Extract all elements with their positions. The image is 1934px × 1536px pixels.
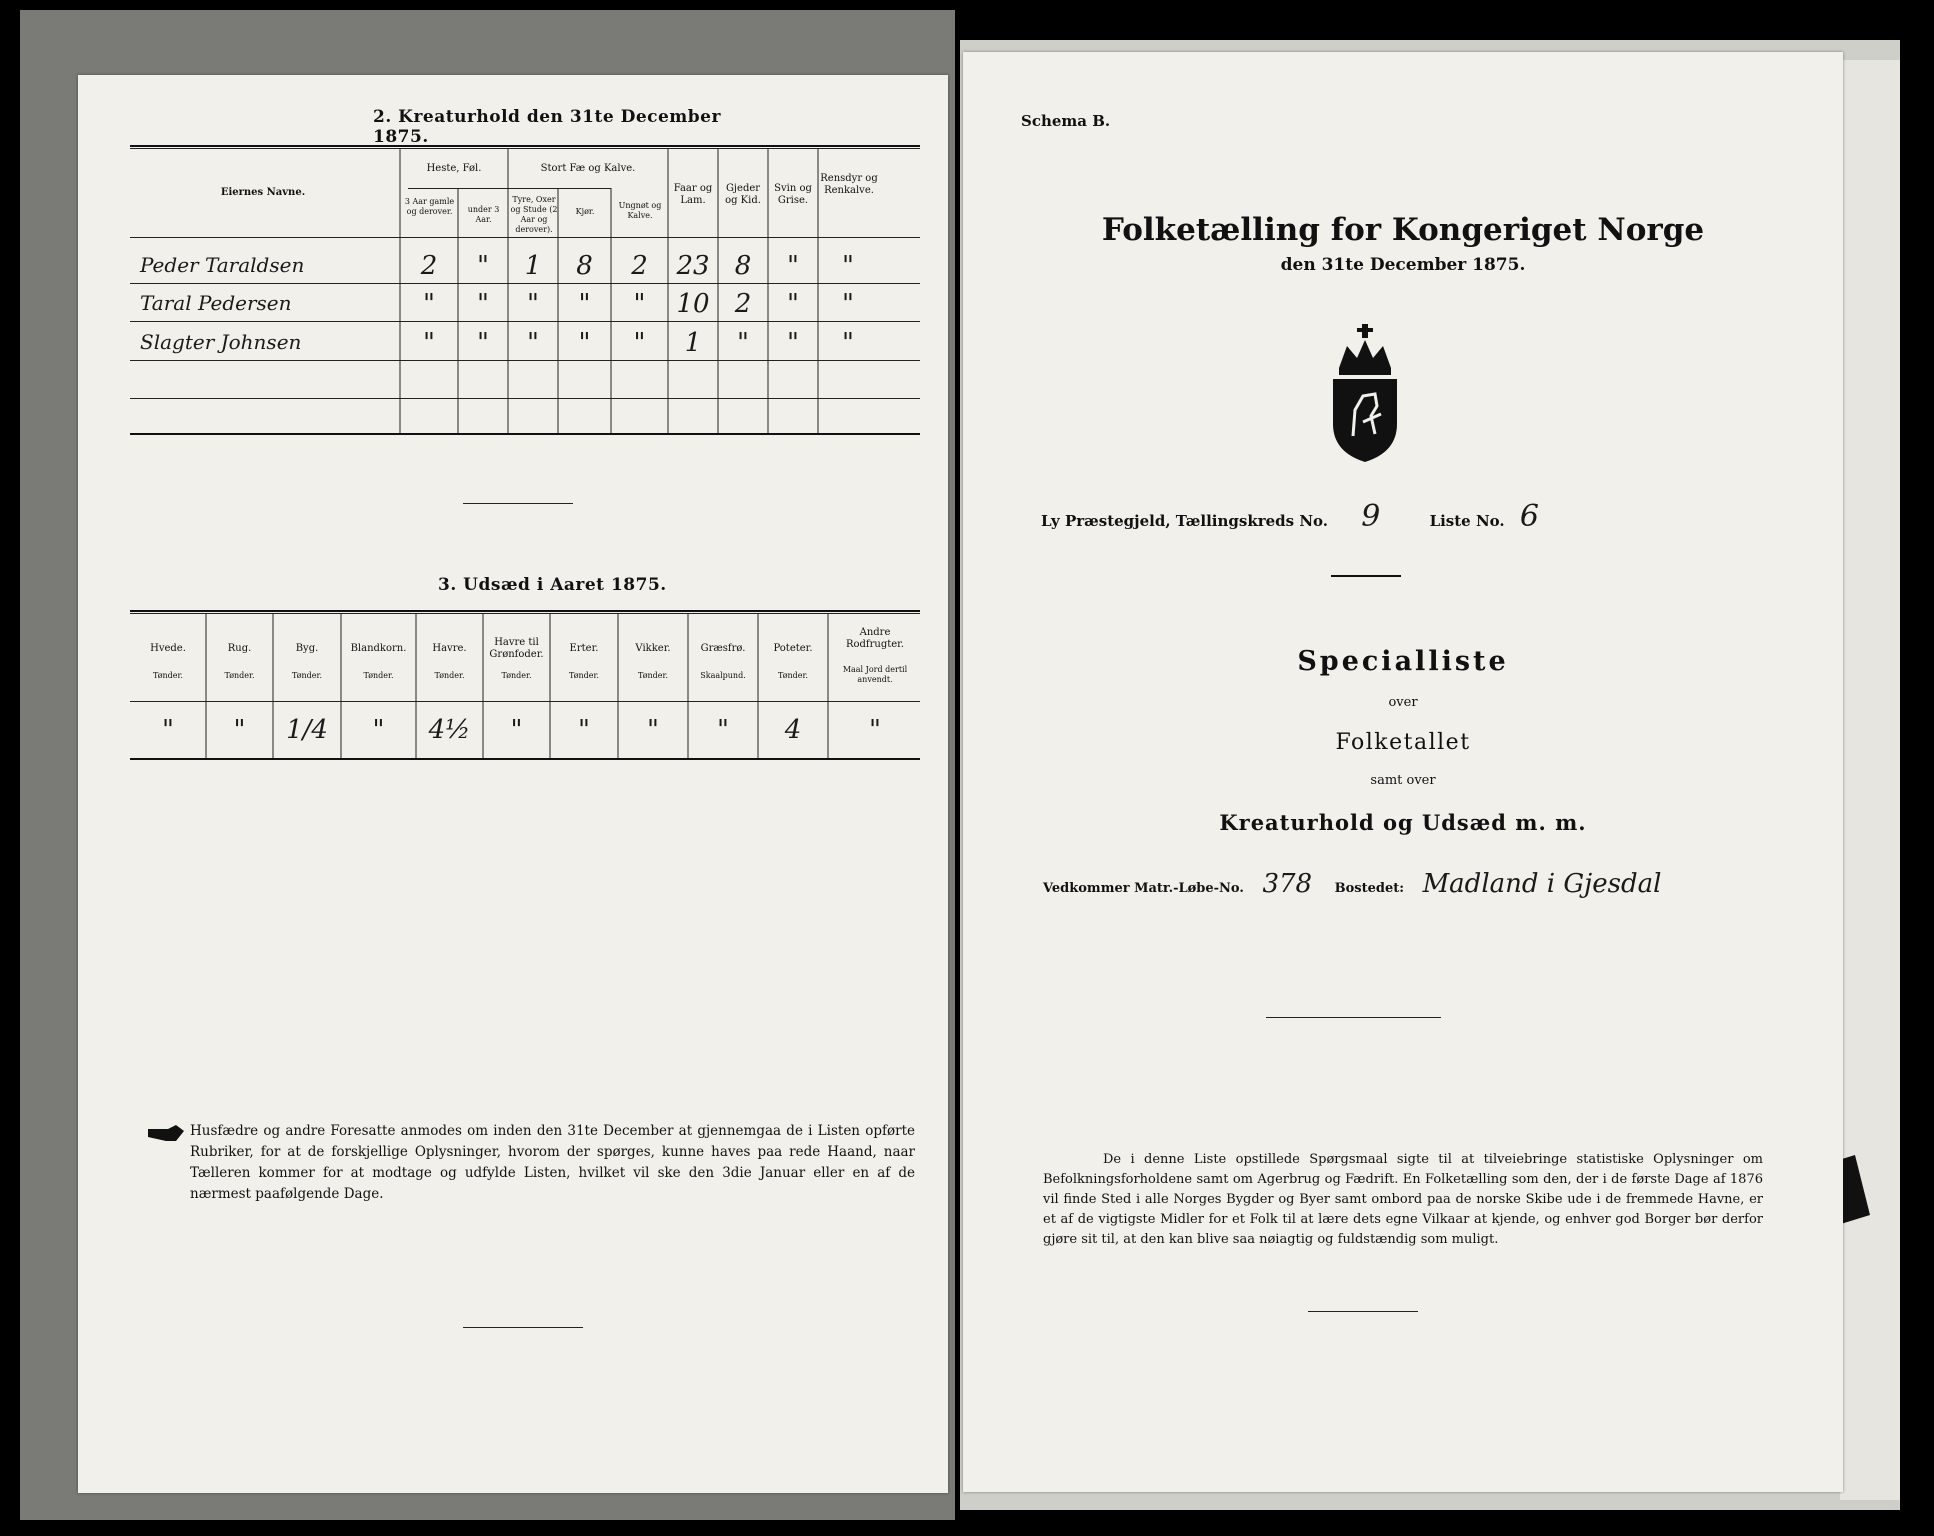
matr-label: Vedkommer Matr.-Løbe-No. <box>1043 881 1244 896</box>
specialliste-heading: Specialliste <box>1297 646 1509 677</box>
separator <box>1331 575 1401 577</box>
udsaed-header-erter: Erter. <box>569 643 599 654</box>
udsaed-header-blandkorn: Blandkorn. <box>350 643 407 654</box>
header-goats: Gjeder og Kid. <box>725 183 761 206</box>
header-young-cattle: Ungnøt og Kalve. <box>618 201 662 220</box>
left-page: 2. Kreaturhold den 31te December 1875. Eiernes Navne. Heste, Føl. Stort Fæ og Kalve. 3 Aar gamle og derover. under 3 Aar. Tyre, Oxer og Stude (2 Aar og derover). Kjør. Ungnøt og Kalve. Faar og Lam. Gjeder og Kid. Svin og Grise. Rensdyr og Renkalve. Peder Taraldsen 2 " 1 8 2 23 8 " " Taral Pedersen " " " " " 10 2 " " Slagter Johnsen " " " " " 1 " " " 3. Udsæd i Aaret 1875. Hvede. Tønder. Rug. Tønder. Byg. Tønder. Blandkorn. Tønder. Havre. Tønder. Havre til Grønfoder. Tønder. Erter. Tønder. Vikker. Tønder. Græsfrø. Skaalpund. Poteter. Tønder. Andre Rodfrugter. Maal Jord dertil anvendt. " " 1/4 " 4½ " " " " 4 " Husfædre og andre Foresatte anmodes om inden den 31te December at gjennemgaa de i Listen opførte Rubriker, for at de forskjellige Oplysninger, hvorom der spørges, kunne haves paa rede Haand, naar Tælleren kommer for at modtage og udfylde Listen, hvilket vil ske den 3die Januar eller en af de nærmest paafølgende Dage. <box>78 75 948 1493</box>
separator <box>463 1327 583 1328</box>
owner-name: Slagter Johnsen <box>140 330 302 354</box>
header-horses-old: 3 Aar gamle og derover. <box>404 197 455 216</box>
kreaturhold-label: Kreaturhold og Udsæd m. m. <box>1219 810 1587 835</box>
header-bulls: Tyre, Oxer og Stude (2 Aar og derover). <box>510 195 558 234</box>
schema-label: Schema B. <box>1021 112 1111 130</box>
parish-label: Ly Præstegjeld, Tællingskreds No. <box>1041 512 1328 530</box>
table3-verticals <box>78 75 948 775</box>
census-date: den 31te December 1875. <box>1280 255 1526 275</box>
liste-number: 6 <box>1519 499 1539 534</box>
udsaed-header-hvede: Hvede. <box>150 643 186 654</box>
samt-over-label: samt over <box>1370 773 1436 788</box>
right-page <box>963 52 1843 1492</box>
section2-title: 2. Kreaturhold den 31te December 1875. <box>373 107 721 147</box>
udsaed-header-vikker: Vikker. <box>635 643 671 654</box>
header-reindeer: Rensdyr og Renkalve. <box>820 173 878 196</box>
separator <box>1266 1017 1441 1018</box>
udsaed-header-gronfoder: Havre til Grønfoder. <box>489 637 544 660</box>
parish-line <box>1041 499 1539 534</box>
udsaed-header-rug: Rug. <box>227 643 252 654</box>
udsaed-header-havre: Havre. <box>432 643 467 654</box>
kreds-number: 9 <box>1361 499 1381 534</box>
bosted-value: Madland i Gjesdal <box>1422 869 1662 899</box>
matr-number: 378 <box>1262 869 1313 899</box>
pointing-hand-icon <box>146 1123 186 1145</box>
liste-label: Liste No. <box>1429 512 1505 530</box>
header-cows: Kjør. <box>575 207 595 216</box>
section3-title: 3. Udsæd i Aaret 1875. <box>438 575 667 595</box>
notice-text: Husfædre og andre Foresatte anmodes om inden den 31te December at gjennemgaa de i Listen opførte Rubriker, for at de forskjellige Oplysninger, hvorom der spørges, kunne haves paa rede Haand, naar Tælleren kommer for at modtage og udfylde Listen, hvilket vil ske den 3die Januar eller en af de nærmest paafølgende Dage. <box>190 1123 915 1202</box>
owner-name: Taral Pedersen <box>140 291 292 315</box>
census-title: Folketælling for Kongeriget Norge <box>1101 212 1705 248</box>
coat-of-arms-icon <box>1325 324 1405 464</box>
udsaed-header-byg: Byg. <box>295 643 319 654</box>
separator <box>1308 1311 1418 1312</box>
header-sheep: Faar og Lam. <box>673 183 713 206</box>
info-paragraph: De i denne Liste opstillede Spørgsmaal sigte til at tilveiebringe statistiske Oplysninger om Befolkningsforholdene samt om Agerbrug og Fædrift. En Folketælling som den, der i de første Dage af 1876 vil finde Sted i alle Norges Bygder og Byer samt ombord paa de norske Skibe ude i de fremmede Havne, er et af de vigtigste Midler for et Folk til at lære dets egne Vilkaar at kjende, og enhver god Borger bør derfor gjøre sit til, at den kan blive saa nøiagtig og fuldstændig som muligt. <box>1043 1152 1763 1247</box>
header-horses-young: under 3 Aar. <box>467 205 500 224</box>
udsaed-header-poteter: Poteter. <box>773 643 813 654</box>
udsaed-header-graesfro: Græsfrø. <box>700 643 746 654</box>
matr-line <box>1043 869 1661 899</box>
bosted-label: Bostedet: <box>1334 881 1405 896</box>
over-label: over <box>1388 695 1418 710</box>
header-cattle: Stort Fæ og Kalve. <box>540 163 636 174</box>
header-pigs: Svin og Grise. <box>774 183 812 206</box>
folketallet-label: Folketallet <box>1335 730 1471 755</box>
owner-name: Peder Taraldsen <box>140 253 305 277</box>
udsaed-header-rodfrugter: Andre Rodfrugter. <box>845 627 905 650</box>
header-horses: Heste, Føl. <box>426 163 482 174</box>
header-owner-names: Eiernes Navne. <box>220 187 306 198</box>
